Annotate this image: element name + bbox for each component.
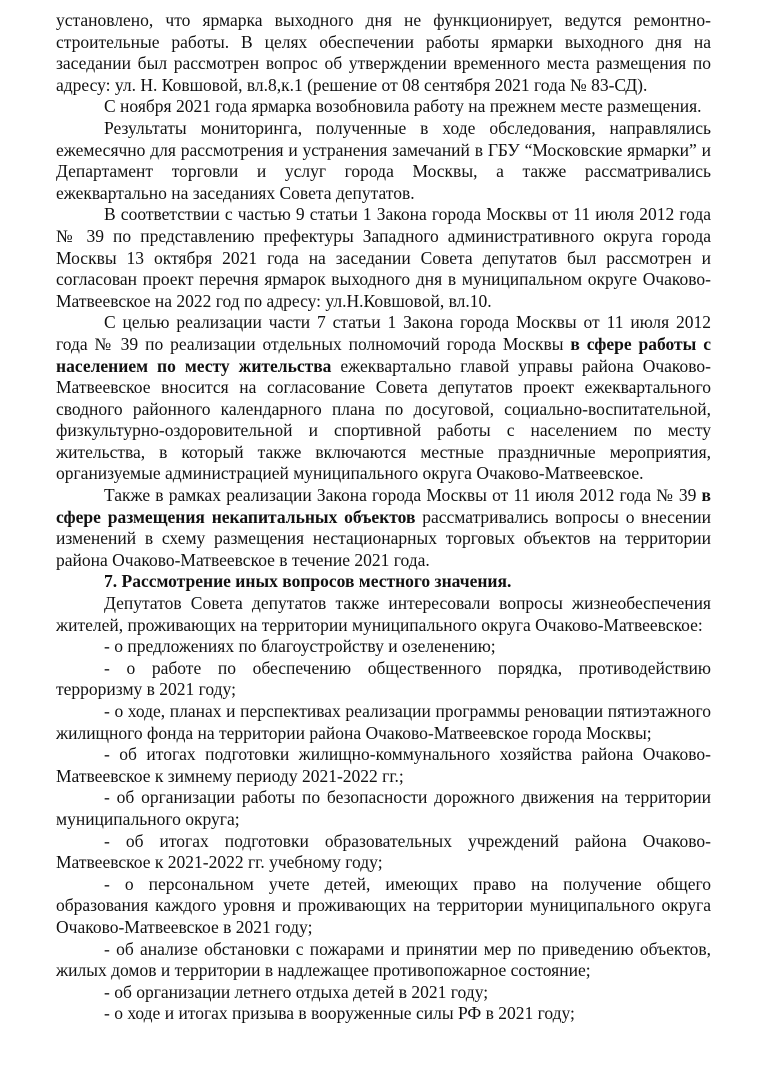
- paragraph-p5: [56, 312, 711, 485]
- paragraph-p10: [56, 658, 711, 701]
- paragraph-p15: [56, 874, 711, 939]
- text-run: - о ходе, планах и перспективах реализации программы реновации пятиэтажного жилищного фонда на территории района Очаково-Матвеевское города Москвы;: [56, 701, 711, 743]
- text-run: - об организации летнего отдыха детей в 2021 году;: [104, 981, 489, 1002]
- text-run: Также в рамках реализации Закона города Москвы от 11 июля 2012 года № 39: [104, 485, 702, 506]
- text-run: - об анализе обстановки с пожарами и принятии мер по приведению объектов, жилых домов и территории в надлежащее противопожарное состояние;: [56, 938, 711, 981]
- paragraph-p16: [56, 939, 711, 982]
- paragraph-p1: [56, 10, 711, 96]
- bold-text-run: в сфере размещения некапитальных объектов: [56, 485, 711, 527]
- paragraph-p2: [56, 96, 711, 118]
- bold-text-run: 7. Рассмотрение иных вопросов местного значения.: [104, 571, 512, 592]
- bold-text-run: в сфере работы с населением по месту жительства: [56, 333, 711, 376]
- paragraph-p9: [56, 636, 711, 658]
- text-run: - о ходе и итогах призыва в вооруженные силы РФ в 2021 году;: [104, 1003, 575, 1024]
- text-run: установлено, что ярмарка выходного дня не функционирует, ведутся ремонтно-строительные работы. В целях обеспечении работы ярмарки выходного дня на заседании был рассмотрен вопрос об утверждении временного места размещения по адресу: ул. Н. Ковшовой, вл.8,к.1 (решение от 08 сентября 2021 года № 83-СД).: [56, 10, 711, 95]
- paragraph-p13: [56, 787, 711, 830]
- document-body: [56, 10, 711, 1025]
- paragraph-p4: [56, 204, 711, 312]
- paragraph-p14: [56, 831, 711, 874]
- text-run: ежеквартально главой управы района Очаково-Матвеевское вносится на согласование Совета депутатов проект ежеквартального сводного районного календарного плана по досуговой, социально-воспитательной, физкультурно-оздоровительной и спортивной работы с населением по месту жительства, в который также включаются местные праздничные мероприятия, организуемые администрацией муниципального округа Очаково-Матвеевское.: [56, 355, 711, 484]
- paragraph-p17: [56, 982, 711, 1004]
- text-run: В соответствии с частью 9 статьи 1 Закона города Москвы от 11 июля 2012 года № 39 по представлению префектуры Западного административного округа города Москвы 13 октября 2021 года на заседании Совета депутатов был рассмотрен и согласован проект перечня ярмарок выходного дня в муниципальном округе Очаково-Матвеевское на 2022 год по адресу: ул.Н.Ковшовой, вл.10.: [56, 204, 711, 311]
- paragraph-p11: [56, 701, 711, 744]
- paragraph-p3: [56, 118, 711, 204]
- paragraph-p18: [56, 1003, 711, 1025]
- text-run: - о работе по обеспечению общественного порядка, противодействию терроризму в 2021 году;: [56, 657, 711, 700]
- text-run: - о предложениях по благоустройству и озеленению;: [104, 636, 496, 657]
- text-run: - о персональном учете детей, имеющих право на получение общего образования каждого уровня и проживающих на территории муниципального округа Очаково-Матвеевское в 2021 году;: [56, 873, 711, 937]
- text-run: рассматривались вопросы о внесении изменений в схему размещения нестационарных торговых объектов на территории района Очаково-Матвеевское в течение 2021 года.: [56, 506, 711, 570]
- paragraph-p7: [56, 571, 711, 593]
- text-run: С целью реализации части 7 статьи 1 Закона города Москвы от 11 июля 2012 года № 39 по реализации отдельных полномочий города Москвы: [56, 312, 711, 354]
- text-run: - об организации работы по безопасности дорожного движения на территории муниципального округа;: [56, 787, 711, 829]
- paragraph-p8: [56, 593, 711, 636]
- paragraph-p12: [56, 744, 711, 787]
- text-run: С ноября 2021 года ярмарка возобновила работу на прежнем месте размещения.: [104, 96, 702, 117]
- text-run: - об итогах подготовки образовательных учреждений района Очаково-Матвеевское к 2021-2022 гг. учебному году;: [56, 830, 711, 873]
- text-run: Депутатов Совета депутатов также интересовали вопросы жизнеобеспечения жителей, проживающих на территории муниципального округа Очаково-Матвеевское:: [56, 593, 711, 635]
- text-run: - об итогах подготовки жилищно-коммунального хозяйства района Очаково-Матвеевское к зимнему периоду 2021-2022 гг.;: [56, 744, 711, 786]
- text-run: Результаты мониторинга, полученные в ходе обследования, направлялись ежемесячно для рассмотрения и устранения замечаний в ГБУ “Московские ярмарки” и Департамент торговли и услуг города Москвы, а также рассматривались ежеквартально на заседаниях Совета депутатов.: [56, 117, 711, 203]
- paragraph-p6: [56, 485, 711, 571]
